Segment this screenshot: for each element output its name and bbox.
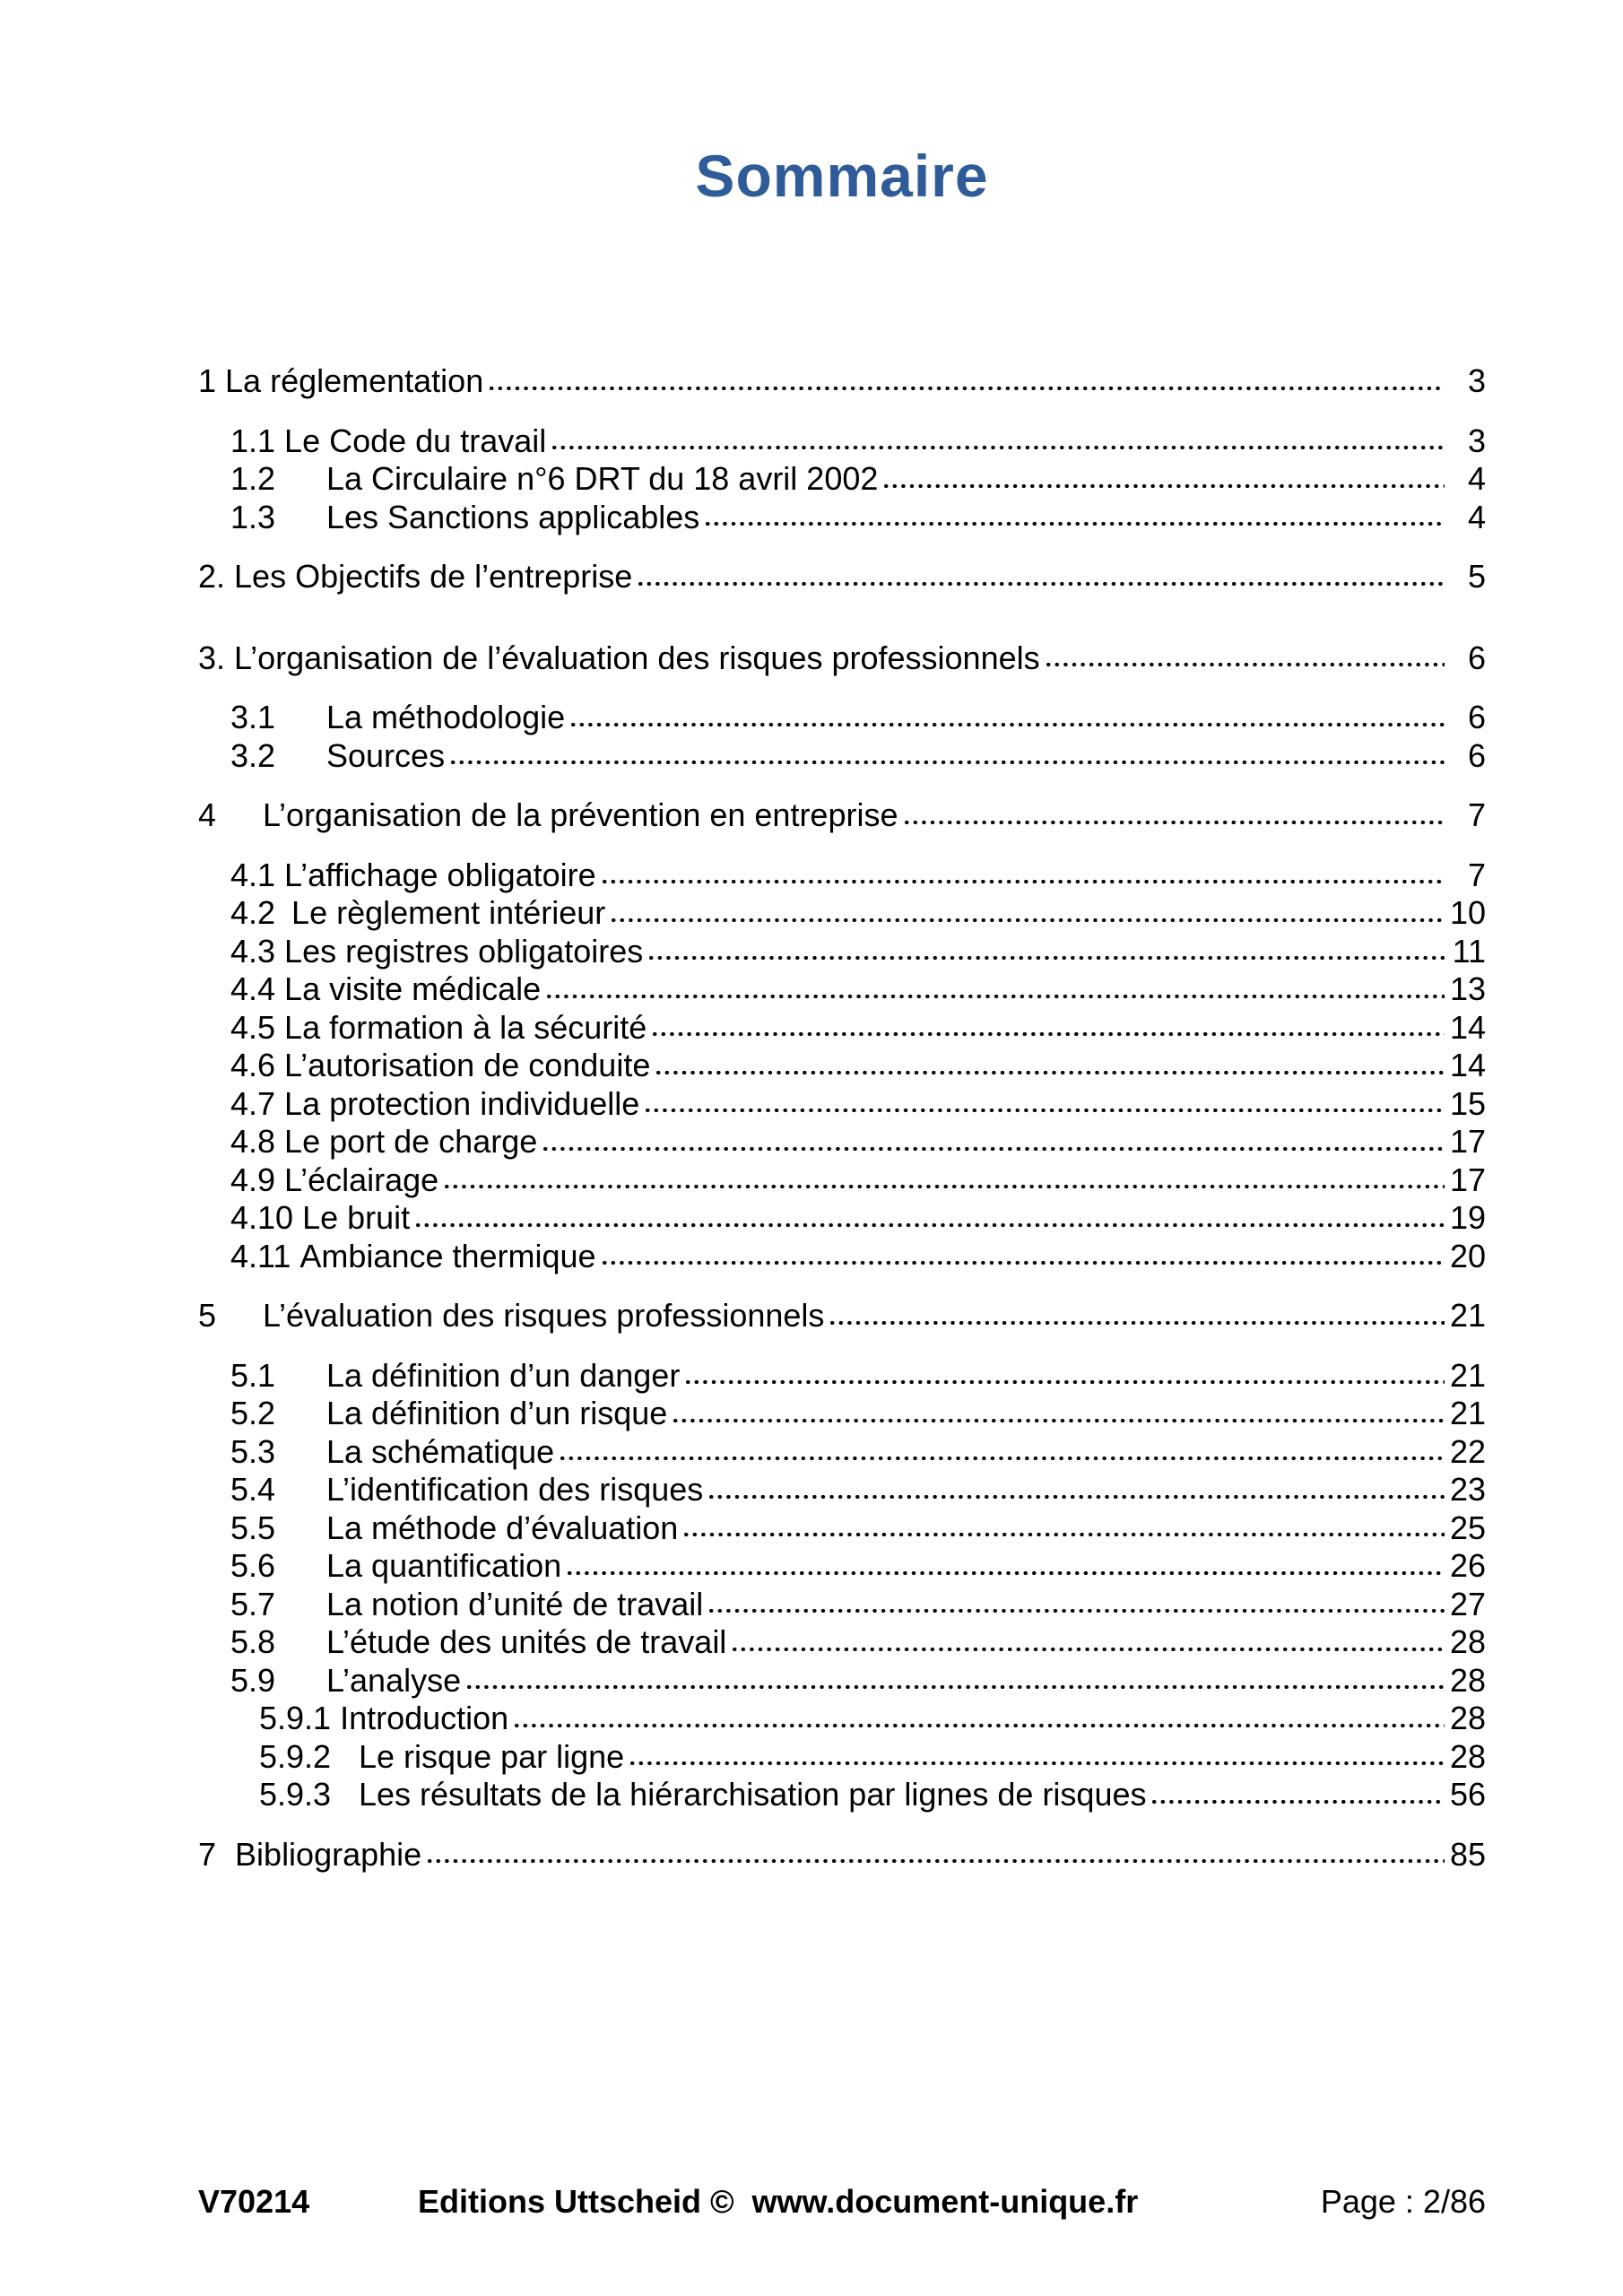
toc-entry xyxy=(198,1085,1486,1124)
toc-entry-page: 6 xyxy=(1467,736,1486,774)
toc-entry-number: 4.2 xyxy=(230,894,276,931)
dot-leader xyxy=(543,1123,1445,1161)
toc-entry-label: L’étude des unités de travail xyxy=(326,1623,727,1660)
toc-entry-number: 5.9.3 xyxy=(259,1776,332,1813)
dot-leader xyxy=(451,737,1445,776)
footer-page-number: Page : 2/86 xyxy=(1320,2183,1486,2220)
toc-entry xyxy=(198,1586,1486,1624)
toc-entry-page: 15 xyxy=(1449,1084,1486,1122)
toc-entry xyxy=(198,796,1486,835)
toc-entry-label: Sources xyxy=(326,736,446,774)
toc-entry-page: 14 xyxy=(1449,1047,1486,1083)
dot-leader xyxy=(905,796,1445,835)
toc-entry xyxy=(198,460,1486,499)
toc-entry-page: 5 xyxy=(1467,558,1486,595)
toc-entry xyxy=(198,1395,1486,1433)
dot-leader xyxy=(515,1700,1445,1738)
toc-entry-label: L’autorisation de conduite xyxy=(284,1047,651,1083)
toc-entry xyxy=(198,1700,1486,1738)
toc-entry-label: Bibliographie xyxy=(235,1835,422,1873)
dot-leader xyxy=(656,1047,1445,1085)
toc-entry xyxy=(198,1357,1486,1396)
toc-entry-page: 13 xyxy=(1449,970,1486,1007)
toc-entry-number: 5 xyxy=(198,1297,217,1334)
toc-entry xyxy=(198,1123,1486,1161)
toc-entry-number: 4.9 xyxy=(230,1161,276,1198)
toc-entry xyxy=(198,1238,1486,1276)
toc-entry-page: 7 xyxy=(1467,796,1486,833)
toc-entry xyxy=(198,1836,1486,1874)
toc-entry xyxy=(198,857,1486,895)
toc-entry xyxy=(198,894,1486,933)
toc-entry-page: 17 xyxy=(1449,1123,1486,1160)
page-footer xyxy=(198,2183,1486,2222)
toc-entry-label: La visite médicale xyxy=(284,970,542,1007)
toc-entry-page: 28 xyxy=(1449,1623,1486,1660)
toc-entry-number: 4.3 xyxy=(230,932,276,970)
toc-entry-label: L’identification des risques xyxy=(326,1471,704,1508)
toc-entry-number: 7 xyxy=(198,1835,217,1873)
toc-entry-page: 21 xyxy=(1449,1356,1486,1394)
toc-entry-number: 5.1 xyxy=(230,1356,276,1394)
footer-version: V70214 xyxy=(198,2183,310,2220)
toc-entry xyxy=(198,499,1486,537)
toc-entry xyxy=(198,1623,1486,1662)
toc-entry-number: 1.3 xyxy=(230,498,276,535)
toc-entry xyxy=(198,1047,1486,1085)
toc-entry-label: Le règlement intérieur xyxy=(291,894,606,931)
toc-entry xyxy=(198,422,1486,461)
toc-entry-page: 4 xyxy=(1467,460,1486,497)
toc-entry-label: La méthode d’évaluation xyxy=(326,1509,679,1546)
dot-leader xyxy=(560,1433,1445,1472)
toc-entry xyxy=(198,1509,1486,1548)
toc-entry-label: La schématique xyxy=(326,1432,555,1470)
toc-entry xyxy=(198,1009,1486,1048)
toc-list xyxy=(198,362,1486,1874)
dot-leader xyxy=(552,422,1445,461)
toc-entry-label: La formation à la sécurité xyxy=(284,1008,647,1046)
toc-entry-number: 5.8 xyxy=(230,1623,276,1660)
dot-leader xyxy=(568,1547,1445,1586)
toc-entry-page: 10 xyxy=(1449,894,1486,931)
toc-entry-page: 7 xyxy=(1467,856,1486,893)
toc-entry-label: La définition d’un danger xyxy=(326,1356,681,1394)
toc-entry-number: 5.6 xyxy=(230,1547,276,1584)
toc-entry-number: 5.9.1 xyxy=(259,1700,332,1736)
footer-publisher: Editions Uttscheid © www.document-unique.fr xyxy=(418,2183,1139,2220)
toc-entry xyxy=(198,362,1486,401)
toc-entry-page: 28 xyxy=(1449,1737,1486,1775)
toc-entry-number: 4.8 xyxy=(230,1123,276,1160)
toc-entry-label: Le risque par ligne xyxy=(359,1737,625,1775)
toc-entry-number: 3.2 xyxy=(230,736,276,774)
dot-leader xyxy=(547,970,1445,1009)
toc-entry-number: 5.9.2 xyxy=(259,1737,332,1775)
toc-entry-page: 6 xyxy=(1467,639,1486,676)
toc-entry-number: 4.1 xyxy=(230,856,276,893)
toc-entry-page: 3 xyxy=(1467,362,1486,399)
dot-leader xyxy=(603,1238,1445,1276)
dot-leader xyxy=(884,460,1445,499)
toc-entry-page: 85 xyxy=(1449,1835,1486,1873)
toc-entry-label: L’éclairage xyxy=(284,1161,439,1198)
dot-leader xyxy=(612,894,1445,933)
toc-entry-label: Introduction xyxy=(340,1700,509,1736)
toc-entry-page: 26 xyxy=(1449,1547,1486,1584)
toc-entry-page: 17 xyxy=(1449,1161,1486,1198)
toc-entry-page: 25 xyxy=(1449,1509,1486,1546)
dot-leader xyxy=(709,1586,1445,1624)
toc-entry-number: 1.1 xyxy=(230,422,276,459)
toc-entry-number: 5.3 xyxy=(230,1432,276,1470)
toc-entry-label: La méthodologie xyxy=(326,699,566,735)
toc-entry-number: 1.2 xyxy=(230,460,276,497)
toc-entry-page: 23 xyxy=(1449,1471,1486,1508)
page-title: Sommaire xyxy=(695,143,989,209)
toc-entry xyxy=(198,1471,1486,1509)
dot-leader xyxy=(467,1662,1445,1700)
toc-entry-label: Le port de charge xyxy=(284,1123,538,1160)
toc-entry-label: La quantification xyxy=(326,1547,562,1584)
toc-entry-number: 1 xyxy=(198,362,217,399)
toc-entry-label: Le Code du travail xyxy=(284,422,547,459)
toc-entry-label: La réglementation xyxy=(225,362,484,399)
dot-leader xyxy=(630,1738,1445,1777)
toc-entry-number: 2. xyxy=(198,558,226,595)
toc-entry-label: Ambiance thermique xyxy=(299,1237,596,1274)
toc-entry xyxy=(198,1161,1486,1200)
toc-entry-number: 4.10 xyxy=(230,1199,294,1236)
dot-leader xyxy=(428,1836,1445,1874)
toc-entry-number: 4.5 xyxy=(230,1008,276,1046)
toc-entry-label: Le bruit xyxy=(302,1199,411,1236)
toc-entry-label: Les Objectifs de l’entreprise xyxy=(234,558,633,595)
toc-entry-number: 4.7 xyxy=(230,1084,276,1122)
toc-entry xyxy=(198,558,1486,596)
toc-entry xyxy=(198,699,1486,737)
dot-leader xyxy=(490,362,1445,401)
toc-entry xyxy=(198,933,1486,971)
toc-entry-number: 5.7 xyxy=(230,1585,276,1622)
toc-entry-page: 21 xyxy=(1449,1297,1486,1334)
toc-entry-page: 14 xyxy=(1449,1008,1486,1046)
toc-entry xyxy=(198,639,1486,678)
toc-entry-number: 4.6 xyxy=(230,1047,276,1083)
toc-entry-label: La Circulaire n°6 DRT du 18 avril 2002 xyxy=(326,460,879,497)
toc-entry-page: 6 xyxy=(1467,699,1486,735)
toc-entry xyxy=(198,1297,1486,1335)
dot-leader xyxy=(1152,1776,1445,1814)
toc-entry-label: La protection individuelle xyxy=(284,1084,640,1122)
toc-entry-number: 3.1 xyxy=(230,699,276,735)
dot-leader xyxy=(830,1297,1445,1335)
toc-entry-label: La définition d’un risque xyxy=(326,1395,668,1431)
toc-entry xyxy=(198,737,1486,776)
dot-leader xyxy=(686,1357,1445,1396)
dot-leader xyxy=(709,1471,1445,1509)
dot-leader xyxy=(646,1085,1445,1124)
toc-entry-page: 28 xyxy=(1449,1700,1486,1736)
dot-leader xyxy=(733,1623,1445,1662)
toc-entry-number: 5.5 xyxy=(230,1509,276,1546)
toc-entry xyxy=(198,1547,1486,1586)
dot-leader xyxy=(684,1509,1445,1548)
toc-entry-number: 5.4 xyxy=(230,1471,276,1508)
toc-entry-number: 5.2 xyxy=(230,1395,276,1431)
toc-entry-label: Les registres obligatoires xyxy=(284,932,644,970)
dot-leader xyxy=(653,1009,1445,1048)
toc-entry xyxy=(198,1738,1486,1777)
toc-entry-page: 19 xyxy=(1449,1199,1486,1236)
toc-entry-page: 11 xyxy=(1452,932,1486,970)
toc-entry xyxy=(198,970,1486,1009)
toc-entry xyxy=(198,1662,1486,1700)
dot-leader xyxy=(571,699,1445,737)
toc-entry xyxy=(198,1776,1486,1814)
toc-entry-number: 4.11 xyxy=(230,1237,291,1274)
toc-entry-label: Les Sanctions applicables xyxy=(326,498,700,535)
toc-entry-number: 3. xyxy=(198,639,226,676)
toc-entry-page: 4 xyxy=(1467,498,1486,535)
toc-entry-label: L’analyse xyxy=(326,1661,462,1699)
dot-leader xyxy=(603,857,1445,895)
dot-leader xyxy=(1046,639,1445,678)
toc-entry-label: L’organisation de la prévention en entreprise xyxy=(263,796,898,833)
toc-entry xyxy=(198,1199,1486,1238)
toc-entry-number: 4.4 xyxy=(230,970,276,1007)
toc-entry-number: 4 xyxy=(198,796,217,833)
toc-entry-label: L’organisation de l’évaluation des risques professionnels xyxy=(234,639,1040,676)
toc-entry-page: 21 xyxy=(1449,1395,1486,1431)
toc-entry-page: 27 xyxy=(1449,1585,1486,1622)
dot-leader xyxy=(638,558,1445,596)
dot-leader xyxy=(649,933,1445,971)
toc-entry-label: La notion d’unité de travail xyxy=(326,1585,704,1622)
toc-entry-page: 56 xyxy=(1449,1776,1486,1813)
dot-leader xyxy=(673,1395,1445,1433)
toc-entry-page: 28 xyxy=(1449,1661,1486,1699)
toc-entry-page: 20 xyxy=(1449,1237,1486,1274)
toc-entry-page: 3 xyxy=(1467,422,1486,459)
toc-entry-label: Les résultats de la hiérarchisation par lignes de risques xyxy=(359,1776,1147,1813)
dot-leader xyxy=(416,1199,1445,1238)
toc-entry xyxy=(198,1433,1486,1472)
toc-entry-label: L’évaluation des risques professionnels xyxy=(263,1297,825,1334)
dot-leader xyxy=(706,499,1445,537)
dot-leader xyxy=(445,1161,1445,1200)
toc-entry-number: 5.9 xyxy=(230,1661,276,1699)
toc-entry-page: 22 xyxy=(1449,1432,1486,1470)
toc-entry-label: L’affichage obligatoire xyxy=(284,856,596,893)
